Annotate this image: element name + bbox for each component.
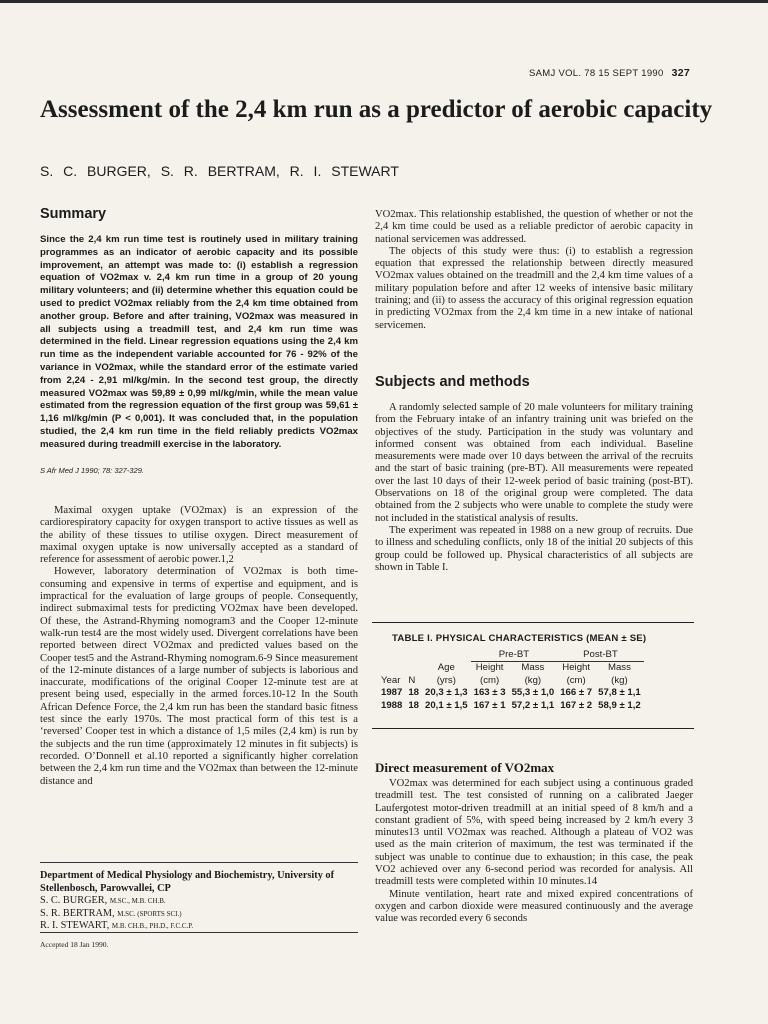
article-title: Assessment of the 2,4 km run as a predictor of aerobic capacity (40, 96, 713, 123)
author-1: S. C. BURGER, (40, 163, 151, 179)
table-title: TABLE I. PHYSICAL CHARACTERISTICS (MEAN ± SE) (392, 633, 647, 644)
affiliation-block (40, 870, 358, 933)
col-height-pre: Height (475, 662, 504, 674)
col-n: N (408, 674, 416, 686)
affiliation-person-1: S. C. BURGER, M.SC., M.B. CH.B. (40, 895, 166, 906)
col-age: Age (437, 662, 455, 673)
table-group-row (378, 648, 644, 661)
table-header-row-1 (378, 661, 644, 674)
subjects-paragraph-2: The experiment was repeated in 1988 on a new group of recruits. Due to illness and scheduling conflicts, only 18 of the initial 20 subjects of this group could be followed up. Physical characteristics of all subjects are shown in Table I. (375, 524, 693, 573)
intro-column (40, 505, 358, 788)
right-column-top (375, 209, 693, 332)
group-post-bt: Post-BT (557, 648, 644, 661)
intro-paragraph-1: Maximal oxygen uptake (VO2max) is an expression of the cardiorespiratory capacity for oxygen transport to active tissues as well as the ability of these tissues to utilise oxygen. Direct measurement of maximal oxygen uptake is now universally accepted as a standard of reference for assessment of aerobic power.1,2 (40, 505, 358, 566)
affiliation-person-2: S. R. BERTRAM, M.SC. (SPORTS SCI.) (40, 907, 182, 919)
direct-measurement-body (375, 778, 693, 926)
author-2: S. R. BERTRAM, (160, 163, 280, 179)
col-mass-pre: Mass (521, 662, 545, 674)
group-pre-bt: Pre-BT (471, 648, 558, 661)
col-mass-post: Mass (607, 662, 631, 674)
accepted-date: Accepted 18 Jan 1990. (40, 940, 109, 949)
direct-paragraph-2: Minute ventilation, heart rate and mixed expired concentrations of oxygen and carbon dioxide were measured continuously and the average value was recorded every 6 seconds (375, 888, 693, 925)
table-row: 1988 18 20,1 ± 1,5 167 ± 1 57,2 ± 1,1 167 ± 2 58,9 ± 1,2 (381, 699, 641, 711)
table-header-row-2: Year N (yrs) (cm) (kg) (cm) (kg) (378, 674, 644, 687)
citation: S Afr Med J 1990; 78: 327-329. (40, 466, 144, 475)
table-1 (372, 622, 694, 729)
author-list (40, 163, 540, 179)
author-3: R. I. STEWART (289, 163, 399, 179)
journal-info: SAMJ VOL. 78 15 SEPT 1990 (528, 68, 664, 79)
running-head (470, 67, 690, 79)
summary-heading: Summary (40, 206, 107, 222)
department: Department of Medical Physiology and Biochemistry, University of Stellenbosch, Parowvallei, CP (40, 870, 335, 894)
footnote-rule-bottom (40, 932, 358, 933)
footnote-rule (40, 862, 358, 863)
subjects-methods-heading: Subjects and methods (375, 374, 530, 390)
page-number: 327 (671, 67, 690, 79)
direct-measurement-heading: Direct measurement of VO2max (375, 760, 555, 775)
subjects-methods-body (375, 402, 693, 574)
col-year: Year (381, 674, 401, 686)
affiliation-person-3: R. I. STEWART, M.B. CH.B., PH.D., F.C.C.P. (40, 920, 194, 931)
top-rule (0, 0, 768, 3)
table-row: 1987 18 20,3 ± 1,3 163 ± 3 55,3 ± 1,0 166 ± 7 57,8 ± 1,1 (381, 687, 641, 699)
intro-paragraph-2: However, laboratory determination of VO2max is both time-consuming and expensive in terms of expertise and equipment, and is impractical for the evaluation of large groups of people. Consequently, indirect submaximal tests for predicting VO2max have been developed. Of these, the Astrand-Rhyming nomogram3 and the Cooper 12-minute walk-run test4 are the most widely used. Divergent correlations have been reported between direct VO2max and predicted values based on the Cooper test5 and the Astrand-Rhyming nomogram.6-9 Since measurement of the 12-minute distances of a large number of subjects is laborious and inaccurate, modifications of the original Cooper 12-minute test are at present being used, especially in the armed forces.10-12 In the South African Defence Force, the 2,4 km run has been the standard basic fitness test since the early 1970s. The most practical form of this test is a ‘reversed’ Cooper test in which a distance of 1,5 miles (2,4 km) is run by the subjects and the run time (approximately 12 minutes in fit subjects) is recorded. O’Donnell et al.10 reported a significantly higher correlation between the 2,4 km run time and the VO2max than between the 12-minute distance and (40, 566, 358, 787)
col-height-post: Height (562, 662, 591, 674)
continued-paragraph: VO2max. This relationship established, the question of whether or not the 2,4 km time could be used as a reliable predictor of aerobic capacity in national servicemen was addressed. (375, 209, 693, 245)
objectives-paragraph: The objects of this study were thus: (i) to establish a regression equation that expressed the relationship between directly measured VO2max values obtained on the treadmill and the 2,4 km time values of a military population before and after 12 weeks of intensive basic military training; and (ii) to assess the accuracy of this original regression equation in predicting VO2max from the 2,4 km time in a new intake of national servicemen. (375, 245, 693, 331)
summary-text: Since the 2,4 km run time test is routinely used in military training programmes as an indicator of aerobic capacity and its possible improvement, an attempt was made to: (i) establish a regression equation of VO2max v. 2,4 km run time in a group of 20 young military volunteers; and (ii) determine whether this equation could be used to predict VO2max reliably from the 2,4 km time obtained from another group. Before and after training, VO2max was measured in all subjects using a treadmill test, and 2,4 km run time was determined in the field. Linear regression equations using the 2,4 km run time as the independent variable accounted for 76 - 92% of the variance in VO2max, while the standard error of the estimate varied from 2,24 - 2,91 ml/kg/min. In the second test group, the directly measured VO2max was 59,89 ± 0,99 ml/kg/min, while the mean value estimated from the regression equation of the first group was 59,61 ± 1,16 ml/kg/min (P < 0,001). It was concluded that, in the population studied, the 2,4 km run time in the field reliably predicts VO2max measured during treadmill exercise in the laboratory. (40, 234, 358, 450)
direct-paragraph-1: VO2max was determined for each subject using a continuous graded treadmill test. The test consisted of running on a calibrated Jaeger Laufergotest motor-driven treadmill at an initial speed of 8 km/h and a constant gradient of 5%, with speed being increased by 2 km/h every 3 minutes13 until VO2max was reached. Although a plateau of VO2 was used as the main criterion of maximum, the test was terminated if the subject was unable to continue due to exhaustion; in this case, the peak VO2 achieved over any 6-second period was recorded for analysis. All treadmill tests were completed within 10 minutes.14 (375, 778, 693, 888)
physical-characteristics-table (378, 648, 644, 712)
subjects-paragraph-1: A randomly selected sample of 20 male volunteers for military training from the February intake of an infantry training unit was briefed on the objectives of the study. Participation in the study was voluntary and informed consent was obtained from each individual. Baseline measurements were made over 10 days between the arrival of the recruits and the start of basic training (pre-BT). All measurements were repeated over the last 10 days of their 12-week period of basic training (post-BT). Observations on 18 of the original group were completed. The data obtained from the 2 subjects who were unable to complete the study were not included in the statistical analysis of results. (375, 402, 693, 524)
